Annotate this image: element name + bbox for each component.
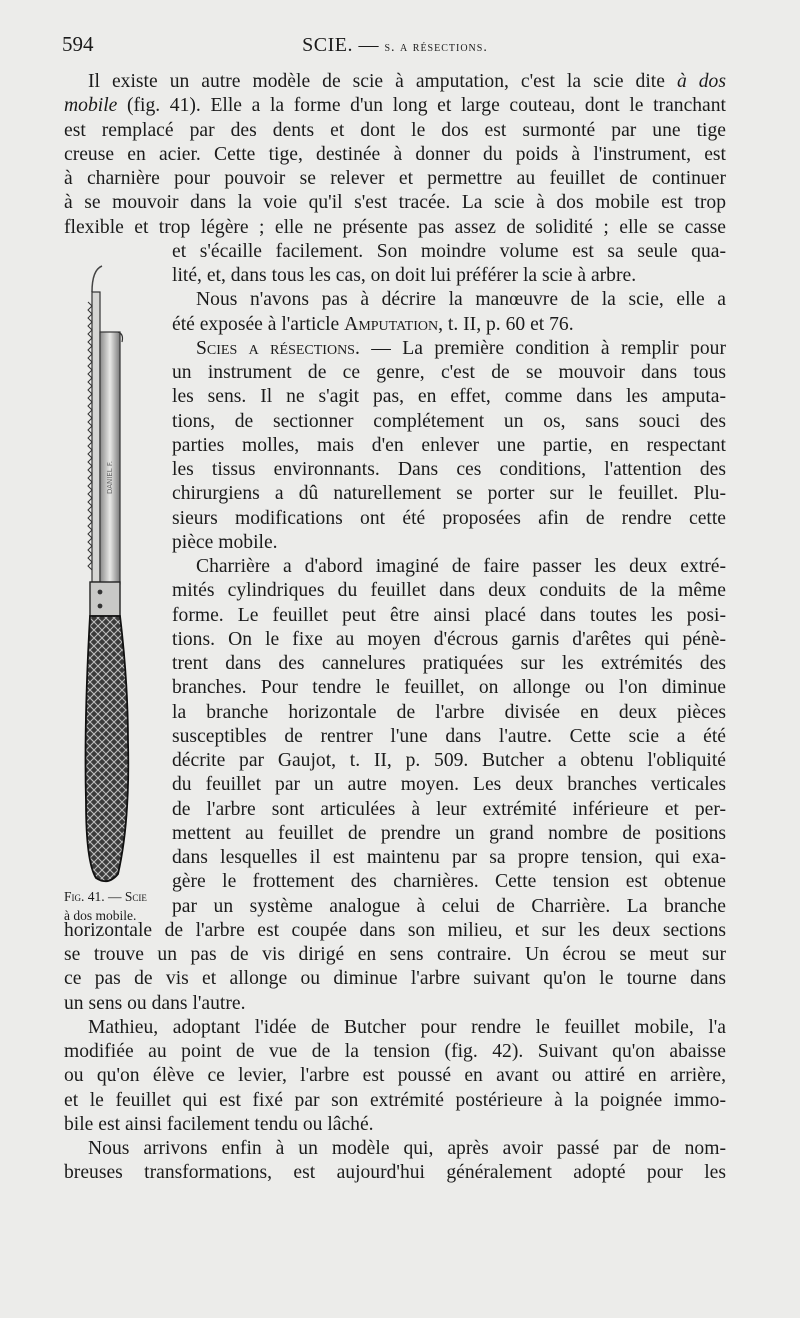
text-line: du feuillet par un autre moyen. Les deux branches verticales — [172, 774, 726, 796]
text-line: horizontale de l'arbre est coupée dans son milieu, et sur les deux sections — [64, 919, 726, 941]
text-line: ou qu'on élève ce levier, l'arbre est poussé en avant ou attiré en arrière, — [64, 1065, 726, 1087]
text-line: à se mouvoir dans la voie qu'il s'est tracée. La scie à dos mobile est trop — [64, 192, 726, 214]
section-heading: Scies a résections. — [196, 337, 360, 359]
figure-saw — [62, 262, 162, 886]
figure-caption — [64, 887, 174, 925]
engraver-mark: DANIEL F. — [106, 460, 114, 494]
article-ref: Amputation, — [344, 313, 443, 335]
caption-line: Fig. 41. — Scie — [64, 889, 147, 904]
text-line: les sens. Il ne s'agit pas, en effet, comme dans les amputa- — [172, 386, 726, 408]
text-line: est remplacé par des dents et dont le dos est surmonté par une tige — [64, 119, 726, 141]
text-line: lité, et, dans tous les cas, on doit lui préférer la scie à arbre. — [172, 265, 637, 286]
text-line: tions, de sectionner complétement un os, sans souci des — [172, 410, 726, 432]
section-heading-line: Scies a résections. — La première condition à remplir pour — [196, 337, 726, 359]
text-line: pièce mobile. — [172, 531, 278, 553]
text-line: ce pas de vis et allonge ou diminue l'arbre suivant qu'on le tourne dans — [64, 968, 726, 990]
text-line: gère le frottement des charnières. Cette tension est obtenue — [172, 871, 726, 893]
text-line: susceptibles de rentrer l'une dans l'autre. Cette scie a été — [172, 725, 726, 747]
body-text — [64, 70, 726, 1186]
text-line: tions. On le fixe au moyen d'écrous garnis d'arêtes qui pénè- — [172, 628, 726, 650]
text-line: un sens ou dans l'autre. — [64, 992, 246, 1014]
text-line: sieurs modifications ont été proposées afin de rendre cette — [172, 507, 726, 529]
text-line: par un système analogue à celui de Charrière. La branche — [172, 895, 726, 917]
text-line: décrite par Gaujot, t. II, p. 509. Butcher a obtenu l'obliquité — [172, 750, 726, 771]
text-line: les tissus environnants. Dans ces conditions, l'attention des — [172, 459, 726, 480]
text-line: mités cylindriques du feuillet dans deux conduits de la même — [172, 580, 726, 602]
text-line: branches. Pour tendre le feuillet, on allonge ou l'on diminue — [172, 677, 726, 699]
text-line: été exposée à l'article Amputation, t. II, p. 60 et 76. — [172, 313, 574, 335]
page-number: 594 — [62, 32, 94, 56]
text-line: Nous n'avons pas à décrire la manœuvre de la scie, elle a — [196, 289, 726, 311]
text-line: et le feuillet qui est fixé par son extrémité postérieure à la poignée immo- — [64, 1089, 726, 1111]
running-title-main: SCIE. — — [302, 34, 379, 56]
text-line: chirurgiens a dû naturellement se porter sur le feuillet. Plu- — [172, 483, 726, 505]
text-line: Il existe un autre modèle de scie à amputation, c'est la scie dite à dos — [88, 71, 726, 92]
text-line: mobile (fig. 41). Elle a la forme d'un long et large couteau, dont le tranchant — [64, 95, 726, 117]
text-line: trent dans des cannelures pratiquées sur les extrémités des — [172, 653, 726, 674]
text-line: la branche horizontale de l'arbre divisée en deux pièces — [172, 701, 726, 723]
text-line: breuses transformations, est aujourd'hui généralement adopté pour les — [64, 1162, 726, 1184]
saw-engraving-icon — [62, 262, 162, 886]
text-line: Charrière a d'abord imaginé de faire passer les deux extré- — [196, 556, 726, 577]
text-line: un instrument de ce genre, c'est de se mouvoir dans tous — [172, 362, 726, 383]
text-line: creuse en acier. Cette tige, destinée à donner du poids à l'instrument, est — [64, 143, 726, 165]
text-line: dans lesquelles il est maintenu par sa propre tension, qui exa- — [172, 847, 726, 868]
text-line: Nous arrivons enfin à un modèle qui, après avoir passé par de nom- — [88, 1138, 726, 1159]
text-line: de l'arbre sont articulées à leur extrémité inférieure et per- — [172, 798, 726, 820]
running-title — [62, 34, 728, 57]
text-line: mettent au feuillet de prendre un grand nombre de positions — [172, 822, 726, 844]
text-line: se trouve un pas de vis dirigé en sens contraire. Un écrou se meut sur — [64, 944, 726, 965]
text-line: parties molles, mais d'en enlever une partie, en respectant — [172, 434, 726, 456]
caption-line: à dos mobile. — [64, 908, 137, 923]
text-line: et s'écaille facilement. Son moindre volume est sa seule qua- — [172, 240, 726, 262]
text-line: forme. Le feuillet peut être ainsi placé dans toutes les posi- — [172, 604, 726, 626]
text-line: à charnière pour pouvoir se relever et permettre au feuillet de continuer — [64, 168, 726, 189]
running-header — [62, 32, 728, 62]
text-line: Mathieu, adoptant l'idée de Butcher pour rendre le feuillet mobile, l'a — [88, 1016, 726, 1038]
text-line: modifiée au point de vue de la tension (fig. 42). Suivant qu'on abaisse — [64, 1041, 726, 1062]
text-line: flexible et trop légère ; elle ne présente pas assez de solidité ; elle se casse — [64, 216, 726, 238]
text-line: bile est ainsi facilement tendu ou lâché. — [64, 1113, 374, 1135]
running-title-sub: s. a résections. — [384, 40, 488, 55]
